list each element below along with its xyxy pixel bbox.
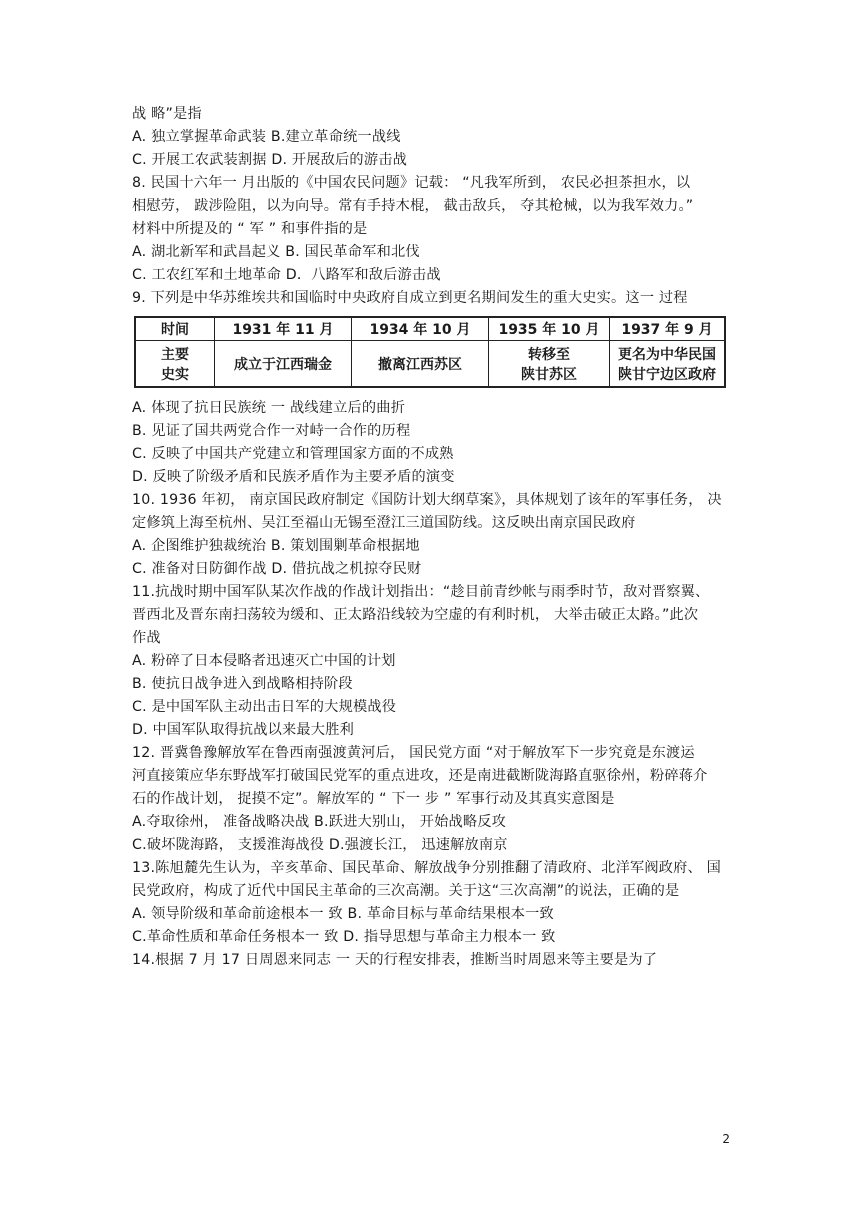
table-cell-line: 成立于江西瑞金	[234, 356, 332, 373]
question-10-line: 10. 1936 年初， 南京国民政府制定《国防计划大纲草案》，具体规划了该年的军事任务， 决	[132, 492, 722, 508]
option-line: A.夺取徐州， 准备战略决战 B.跃进大别山， 开始战略反攻	[132, 814, 507, 830]
option-line: A. 粉碎了日本侵略者迅速灭亡中国的计划	[132, 653, 396, 669]
question-13-line: 民党政府，构成了近代中国民主革命的三次高潮。关于这“三次高潮”的说法，正确的是	[132, 883, 680, 899]
table-header-cell: 时间	[135, 317, 215, 341]
table-cell-line: 转移至	[528, 346, 570, 363]
option-line: C. 工农红军和土地革命 D．八路军和敌后游击战	[132, 267, 441, 283]
text-line: 战 略”是指	[132, 106, 202, 122]
question-8-line: 相慰劳， 跋涉险阻，以为向导。常有手持木棍， 截击敌兵， 夺其枪械，以为我军效力。”	[132, 198, 694, 214]
table-row-label-line: 主要	[161, 346, 189, 363]
table-cell-line: 撤离江西苏区	[378, 356, 462, 373]
table-row-label	[135, 341, 215, 388]
option-line: C. 准备对日防御作战 D. 借抗战之机掠夺民财	[132, 561, 422, 577]
question-8-line: 材料中所提及的 “ 军 ” 和事件指的是	[132, 221, 368, 237]
table-header-row	[135, 317, 725, 341]
table-cell-line: 陕甘苏区	[521, 366, 577, 383]
option-line: C. 是中国军队主动出击日军的大规模战役	[132, 699, 397, 715]
table-header-cell: 1937 年 9 月	[610, 317, 726, 341]
question-11-line: 晋西北及晋东南扫荡较为缓和、正太路沿线较为空虚的有利时机， 大举击破正太路。”此次	[132, 607, 699, 623]
option-line: A. 体现了抗日民族统 一 战线建立后的曲折	[132, 400, 406, 416]
table-cell	[352, 341, 489, 388]
question-9-line: 9. 下列是中华苏维埃共和国临时中央政府自成立到更名期间发生的重大史实。这一 过程	[132, 290, 688, 306]
option-line: A. 独立掌握革命武装 B.建立革命统一战线	[132, 129, 401, 145]
option-line: A. 企图维护独裁统治 B. 策划围剿革命根据地	[132, 538, 420, 554]
history-table	[134, 316, 726, 388]
option-line: D. 反映了阶级矛盾和民族矛盾作为主要矛盾的演变	[132, 469, 455, 485]
option-line: A. 领导阶级和革命前途根本一 致 B. 革命目标与革命结果根本一致	[132, 906, 554, 922]
option-line: B. 使抗日战争进入到战略相持阶段	[132, 676, 353, 692]
question-12-line: 12. 晋冀鲁豫解放军在鲁西南强渡黄河后， 国民党方面 “对于解放军下一步究竟是东渡运	[132, 745, 695, 761]
question-11-line: 11.抗战时期中国军队某次作战的作战计划指出：“趁目前青纱帐与雨季时节，敌对晋察翼、	[132, 584, 710, 600]
option-line: D. 中国军队取得抗战以来最大胜利	[132, 722, 354, 738]
table-header-cell: 1935 年 10 月	[489, 317, 610, 341]
table-cell	[610, 341, 726, 388]
question-14-line: 14.根据 7 月 17 日周恩来同志 一 天的行程安排表，推断当时周恩来等主要是为了	[132, 952, 658, 968]
table-cell	[489, 341, 610, 388]
table-row	[135, 341, 725, 388]
table-header-cell: 1934 年 10 月	[352, 317, 489, 341]
table-row-label-line: 史实	[161, 366, 189, 383]
question-12-line: 石的作战计划， 捉摸不定”。解放军的 “ 下一 步 ” 军事行动及其真实意图是	[132, 791, 615, 807]
page-number: 2	[722, 1132, 730, 1146]
table-cell-line: 更名为中华民国	[618, 346, 716, 363]
question-11-line: 作战	[132, 630, 161, 646]
table-header-cell: 1931 年 11 月	[215, 317, 352, 341]
option-line: C. 开展工农武装割据 D. 开展敌后的游击战	[132, 152, 407, 168]
option-line: C.革命性质和革命任务根本一 致 D. 指导思想与革命主力根本一 致	[132, 929, 556, 945]
question-12-line: 河直接策应华东野战军打破国民党军的重点进攻，还是南进截断陇海路直驱徐州，粉碎蒋介	[132, 768, 708, 784]
option-line: C. 反映了中国共产党建立和管理国家方面的不成熟	[132, 446, 454, 462]
table-cell	[215, 341, 352, 388]
question-8-line: 8. 民国十六年一 月出版的《中国农民问题》记载： “凡我军所到， 农民必担茶担水，以	[132, 175, 691, 191]
option-line: C.破坏陇海路， 支援淮海战役 D.强渡长江， 迅速解放南京	[132, 837, 508, 853]
table-cell-line: 陕甘宁边区政府	[618, 366, 716, 383]
question-13-line: 13.陈旭麓先生认为，辛亥革命、国民革命、解放战争分别推翻了清政府、北洋军阀政府、 国	[132, 860, 721, 876]
question-10-line: 定修筑上海至杭州、吴江至福山无锡至澄江三道国防线。这反映出南京国民政府	[132, 515, 636, 531]
option-line: B. 见证了国共两党合作一对峙一合作的历程	[132, 423, 411, 439]
option-line: A. 湖北新军和武昌起义 B. 国民革命军和北伐	[132, 244, 420, 260]
